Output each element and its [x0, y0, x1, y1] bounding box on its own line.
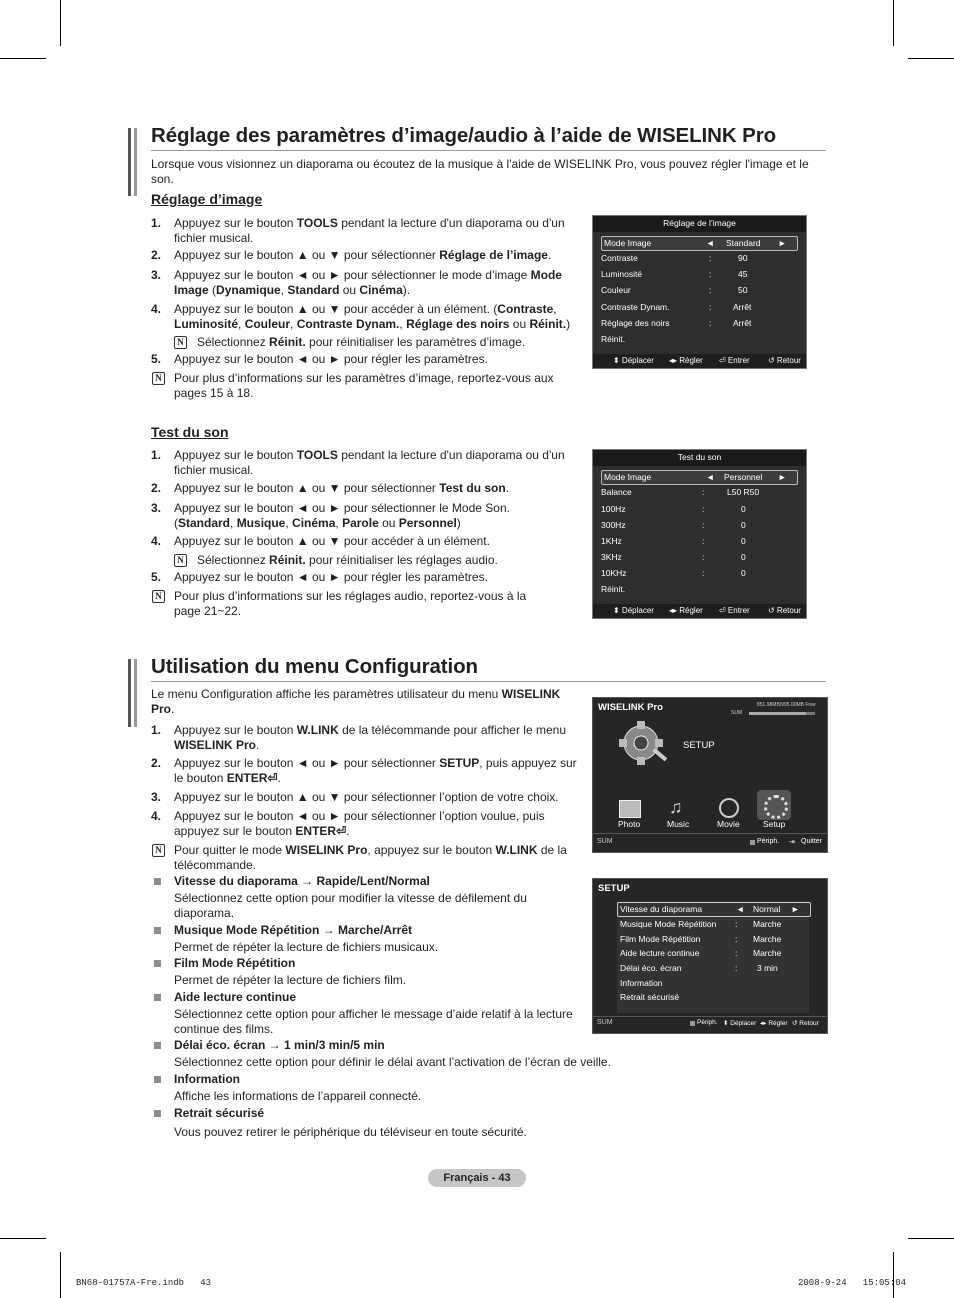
crop-mark [893, 0, 894, 46]
osd-row[interactable]: Contraste : 90 [601, 253, 748, 263]
osd-row[interactable]: Balance : L50 R50 [601, 487, 760, 497]
step-number: 4. [151, 534, 162, 548]
step-number: 2. [151, 248, 162, 262]
subsection-heading: Réglage d’image [151, 191, 263, 207]
step-number: 1. [151, 216, 162, 230]
option-item: Retrait sécurisé Vous pouvez retirer le périphérique du téléviseur en toute sécurité. [174, 1106, 527, 1139]
step-number: 3. [151, 790, 162, 804]
option-item: Musique Mode Répétition → Marche/Arrêt Permet de répéter la lecture de fichiers musicaux. [174, 923, 439, 954]
menu-item[interactable]: Movie [717, 819, 740, 829]
section-bar [128, 659, 131, 727]
quit-icon: ⇥ [789, 839, 795, 846]
step-number: 1. [151, 723, 162, 737]
step-text: Appuyez sur le bouton TOOLS pendant la lecture d'un diaporama ou d'un fichier musical. [174, 216, 565, 245]
osd-setup [592, 878, 828, 1034]
music-icon: ♫ [669, 797, 683, 817]
osd-row[interactable]: Information [620, 978, 663, 988]
gear-icon [615, 718, 675, 768]
osd-sound-test [592, 449, 807, 619]
osd-row[interactable]: Délai éco. écran : 3 min [620, 963, 778, 973]
bullet [154, 1042, 161, 1049]
crop-mark [60, 1252, 61, 1298]
osd-title: WISELINK Pro [598, 702, 663, 713]
step-text: Appuyez sur le bouton ▲ ou ▼ pour accéder à un élément. [174, 534, 490, 548]
crop-mark [0, 58, 46, 59]
selected-label: SETUP [683, 740, 715, 751]
divider [593, 1016, 827, 1017]
setup-highlight[interactable] [757, 790, 791, 820]
step-text: Appuyez sur le bouton ▲ ou ▼ pour sélectionner l’option de votre choix. [174, 790, 559, 804]
footer-device: SUM [597, 838, 613, 845]
osd-row[interactable]: 300Hz : 0 [601, 520, 746, 530]
osd-row[interactable]: Réinit. [601, 584, 626, 594]
note-icon: N [174, 554, 187, 567]
option-item: Délai éco. écran → 1 min/3 min/5 min Sélectionnez cette option pour définir le délai avant l’activation de l’écran de veille. [174, 1038, 611, 1069]
note-text: Pour plus d’informations sur les réglages audio, reportez-vous à la page 21~22. [174, 589, 527, 618]
osd-row[interactable]: 3KHz : 0 [601, 552, 746, 562]
note-icon: N [152, 372, 165, 385]
osd-title: Test du son [593, 450, 806, 466]
section-bar [134, 659, 137, 727]
option-item: Aide lecture continue Sélectionnez cette option pour afficher le message d’aide relatif à la lecture continue des films. [174, 990, 573, 1036]
osd-row[interactable]: Mode Image ◄ Personnel ► [601, 470, 798, 485]
section-intro: Lorsque vous visionnez un diaporama ou écoutez de la musique à l'aide de WISELINK Pro, vous pouvez régler l'image et le son. [151, 157, 809, 186]
step-text: Appuyez sur le bouton ◄ ou ► pour régler les paramètres. [174, 352, 488, 366]
osd-title: Réglage de l’image [593, 216, 806, 232]
print-file-info: BN68-01757A-Fre.indb 43 [76, 1278, 212, 1288]
step-text: Appuyez sur le bouton ◄ ou ► pour sélectionner SETUP, puis appuyez sur le bouton ENTER⏎. [174, 756, 577, 785]
step-text: Appuyez sur le bouton ◄ ou ► pour sélectionner l’option voulue, puis appuyez sur le bouton ENTER⏎. [174, 809, 545, 838]
osd-row[interactable]: Vitesse du diaporama ◄ Normal ► [617, 902, 811, 917]
osd-image-settings [592, 215, 807, 369]
osd-row[interactable]: Réglage des noirs : Arrêt [601, 318, 752, 328]
periph-icon [750, 840, 755, 845]
storage-bar [749, 712, 815, 715]
step-number: 3. [151, 501, 162, 515]
menu-item[interactable]: Music [667, 819, 690, 829]
note-icon: N [152, 590, 165, 603]
osd-footer: ⬍ Déplacer ◂▸ Régler ⏎ Entrer ↺ Retour [593, 604, 806, 618]
periph-icon [690, 1021, 695, 1026]
osd-wiselink [592, 697, 828, 853]
divider [593, 833, 827, 834]
title-rule [151, 150, 826, 151]
crop-mark [908, 1238, 954, 1239]
step-number: 5. [151, 352, 162, 366]
osd-row[interactable]: 100Hz : 0 [601, 504, 746, 514]
osd-row[interactable]: 1KHz : 0 [601, 536, 746, 546]
step-text: Appuyez sur le bouton W.LINK de la télécommande pour afficher le menu WISELINK Pro. [174, 723, 566, 752]
osd-row[interactable]: Contraste Dynam. : Arrêt [601, 302, 752, 312]
menu-item[interactable]: Setup [763, 819, 786, 829]
sub-note: Sélectionnez Réinit. pour réinitialiser les paramètres d’image. [197, 335, 526, 349]
note-icon: N [174, 336, 187, 349]
step-text: Appuyez sur le bouton ▲ ou ▼ pour accéder à un élément. (Contraste, Luminosité, Couleur, Contraste Dynam., Réglage des noirs ou Réinit.) [174, 302, 571, 331]
osd-row[interactable]: Film Mode Répétition : Marche [620, 934, 782, 944]
footer-periph: Périph. [757, 838, 780, 845]
option-item: Vitesse du diaporama → Rapide/Lent/Normal Sélectionnez cette option pour modifier la vitesse de défilement du diaporama. [174, 874, 527, 920]
storage-info: 851.98MB/995.00MB Free [757, 702, 816, 708]
step-number: 2. [151, 481, 162, 495]
step-text: Appuyez sur le bouton ◄ ou ► pour sélectionner le Mode Son. (Standard, Musique, Cinéma, Parole ou Personnel) [174, 501, 510, 530]
footer-back: ↺ Retour [792, 1020, 819, 1027]
osd-row[interactable]: Luminosité : 45 [601, 269, 748, 279]
step-text: Appuyez sur le bouton TOOLS pendant la lecture d'un diaporama ou d'un fichier musical. [174, 448, 565, 477]
step-text: Appuyez sur le bouton ▲ ou ▼ pour sélectionner Test du son. [174, 481, 510, 495]
step-number: 4. [151, 809, 162, 823]
osd-row[interactable]: Aide lecture continue : Marche [620, 948, 782, 958]
bullet [154, 927, 161, 934]
footer-move: ⬍ Déplacer [723, 1020, 757, 1027]
section-bar [134, 128, 137, 196]
option-item: Information Affiche les informations de l’appareil connecté. [174, 1072, 422, 1103]
step-text: Appuyez sur le bouton ▲ ou ▼ pour sélectionner Réglage de l’image. [174, 248, 552, 262]
crop-mark [908, 58, 954, 59]
step-number: 3. [151, 268, 162, 282]
footer-device: SUM [597, 1019, 613, 1026]
osd-row[interactable]: Mode Image ◄ Standard ► [601, 236, 798, 251]
section-intro: Le menu Configuration affiche les paramètres utilisateur du menu WISELINK Pro. [151, 687, 561, 716]
crop-mark [0, 1238, 46, 1239]
step-number: 1. [151, 448, 162, 462]
note-text: Pour plus d’informations sur les paramètres d’image, reportez-vous aux pages 15 à 18. [174, 371, 554, 400]
osd-footer: ⬍ Déplacer ◂▸ Régler ⏎ Entrer ↺ Retour [593, 354, 806, 368]
menu-item[interactable]: Photo [618, 819, 641, 829]
osd-title: SETUP [598, 883, 630, 894]
note-icon: N [152, 844, 165, 857]
footer-quit: Quitter [801, 838, 823, 845]
step-number: 2. [151, 756, 162, 770]
section-bar [128, 128, 131, 196]
osd-row[interactable]: Réinit. [601, 334, 626, 344]
section-title: Réglage des paramètres d’image/audio à l’aide de WISELINK Pro [151, 124, 777, 147]
bullet [154, 878, 161, 885]
note-text: Pour quitter le mode WISELINK Pro, appuyez sur le bouton W.LINK de la télécommande. [174, 843, 567, 872]
step-text: Appuyez sur le bouton ◄ ou ► pour régler les paramètres. [174, 570, 488, 584]
page-number-badge: Français - 43 [428, 1169, 526, 1187]
subsection-heading: Test du son [151, 424, 229, 440]
osd-row[interactable]: Musique Mode Répétition : Marche [620, 919, 782, 929]
bullet [154, 1110, 161, 1117]
sub-note: Sélectionnez Réinit. pour réinitialiser les réglages audio. [197, 553, 498, 567]
bullet [154, 960, 161, 967]
title-rule [151, 681, 826, 682]
crop-mark [60, 0, 61, 46]
print-date-info: 2008-9-24 15:05:04 [798, 1278, 907, 1288]
section-title: Utilisation du menu Configuration [151, 655, 478, 678]
bullet [154, 994, 161, 1001]
bullet [154, 1076, 161, 1083]
device-name: SUM [731, 710, 743, 716]
movie-icon [719, 798, 739, 818]
option-item: Film Mode Répétition Permet de répéter la lecture de fichiers film. [174, 956, 407, 987]
photo-icon [619, 800, 641, 818]
crop-mark [893, 1252, 894, 1298]
step-text: Appuyez sur le bouton ◄ ou ► pour sélectionner le mode d’image Mode Image (Dynamique, Standard ou Cinéma). [174, 268, 562, 297]
footer-adjust: ◂▸ Régler [760, 1020, 788, 1027]
osd-row[interactable]: Retrait sécurisé [620, 992, 680, 1002]
step-number: 5. [151, 570, 162, 584]
osd-row[interactable]: Couleur : 50 [601, 285, 748, 295]
footer-periph: Périph. [697, 1019, 718, 1026]
step-number: 4. [151, 302, 162, 316]
osd-row[interactable]: 10KHz : 0 [601, 568, 746, 578]
